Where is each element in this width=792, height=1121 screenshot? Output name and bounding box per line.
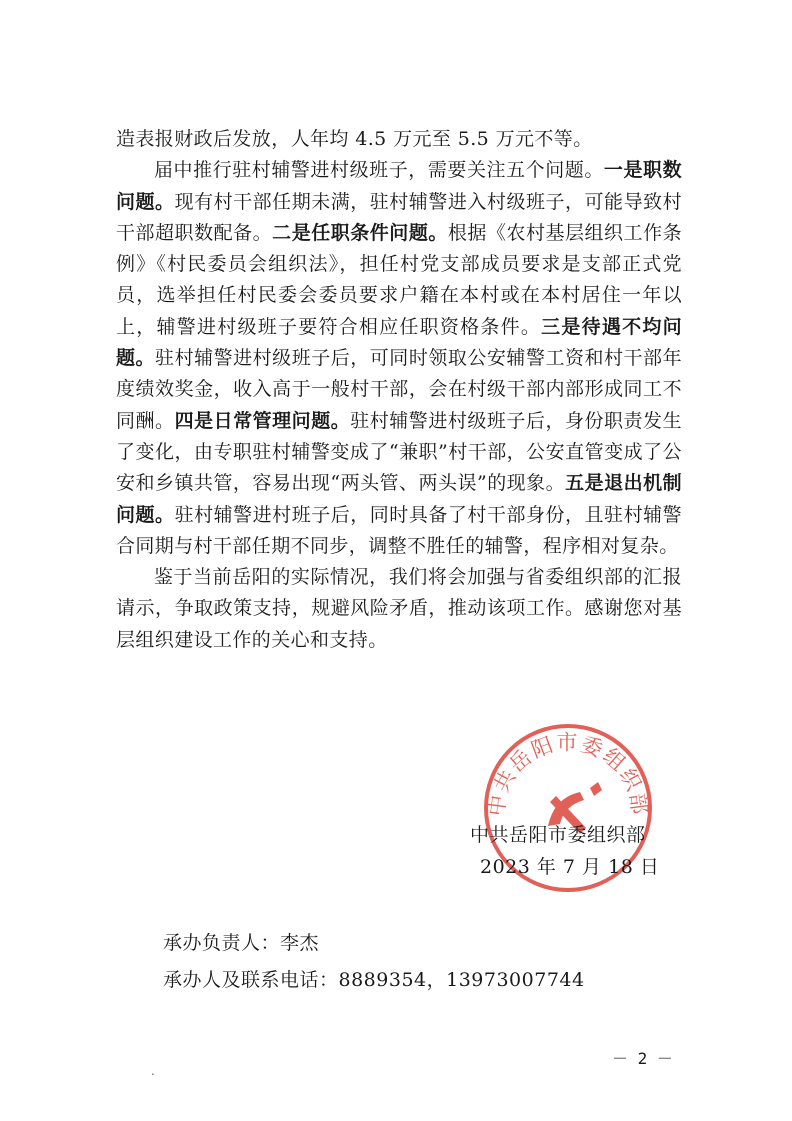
paragraph-1 bbox=[116, 124, 682, 155]
text-run: 驻村辅警进村级班子后，可同时领取公安辅警工资和村干部年度绩效奖金，收入高于一般村干部，会在村级干部内部形成同工不同酬。 bbox=[116, 347, 682, 432]
text-run: 驻村辅警进村班子后，同时具备了村干部身份，且驻村辅警合同期与村干部任期不同步，调整不胜任的辅警，程序相对复杂。 bbox=[116, 503, 683, 557]
contact-person: 承办负责人：李杰 bbox=[163, 932, 320, 954]
bold-heading: 二是任职条件问题。 bbox=[272, 221, 448, 244]
seal-text: 中共岳阳市委组织部 bbox=[484, 730, 652, 818]
contact-phone: 承办人及联系电话：8889354，13973007744 bbox=[163, 969, 585, 991]
text-run: 驻村辅警进村级班子后，身份职责发生了变化，由专职驻村辅警变成了“兼职”村干部，公安直管变成了公安和乡镇共管，容易出现“两头管、两头误”的现象。 bbox=[116, 409, 682, 495]
text-run: 根据《农村基层组织工作条例》《村民委员会组织法》，担任村党支部成员要求是支部正式党员，选举担任村民委会委员要求户籍在本村或在本村居住一年以上，辅警进村级班子要符合相应任职资格条件。 bbox=[116, 221, 682, 338]
scan-mark: . bbox=[151, 1064, 155, 1078]
bold-heading: 三是待遇不均问题。 bbox=[116, 315, 682, 370]
paragraph-2 bbox=[116, 155, 682, 562]
text-run: 届中推行驻村辅警进村级班子，需要关注五个问题。 bbox=[154, 159, 604, 182]
page-number: － 2 － bbox=[612, 1049, 673, 1068]
text-run: 造表报财政后发放，人年均 4.5 万元至 5.5 万元不等。 bbox=[116, 128, 593, 150]
paragraph-3 bbox=[116, 562, 682, 656]
letter-body bbox=[116, 124, 682, 656]
text-run: 现有村干部任期未满，驻村辅警进入村级班子，可能导致村干部超职数配备。 bbox=[116, 190, 683, 244]
text-run: 鉴于当前岳阳的实际情况，我们将会加强与省委组织部的汇报请示，争取政策支持，规避风险矛盾，推动该项工作。感谢您对基层组织建设工作的关心和支持。 bbox=[116, 566, 682, 651]
bold-heading: 四是日常管理问题。 bbox=[174, 409, 351, 432]
bold-heading: 一是职数问题。 bbox=[116, 159, 682, 213]
signature-date: 2023 年 7 月 18 日 bbox=[480, 856, 660, 878]
bold-heading: 五是退出机制问题。 bbox=[116, 472, 682, 526]
signature-organization: 中共岳阳市委组织部 bbox=[470, 824, 646, 846]
